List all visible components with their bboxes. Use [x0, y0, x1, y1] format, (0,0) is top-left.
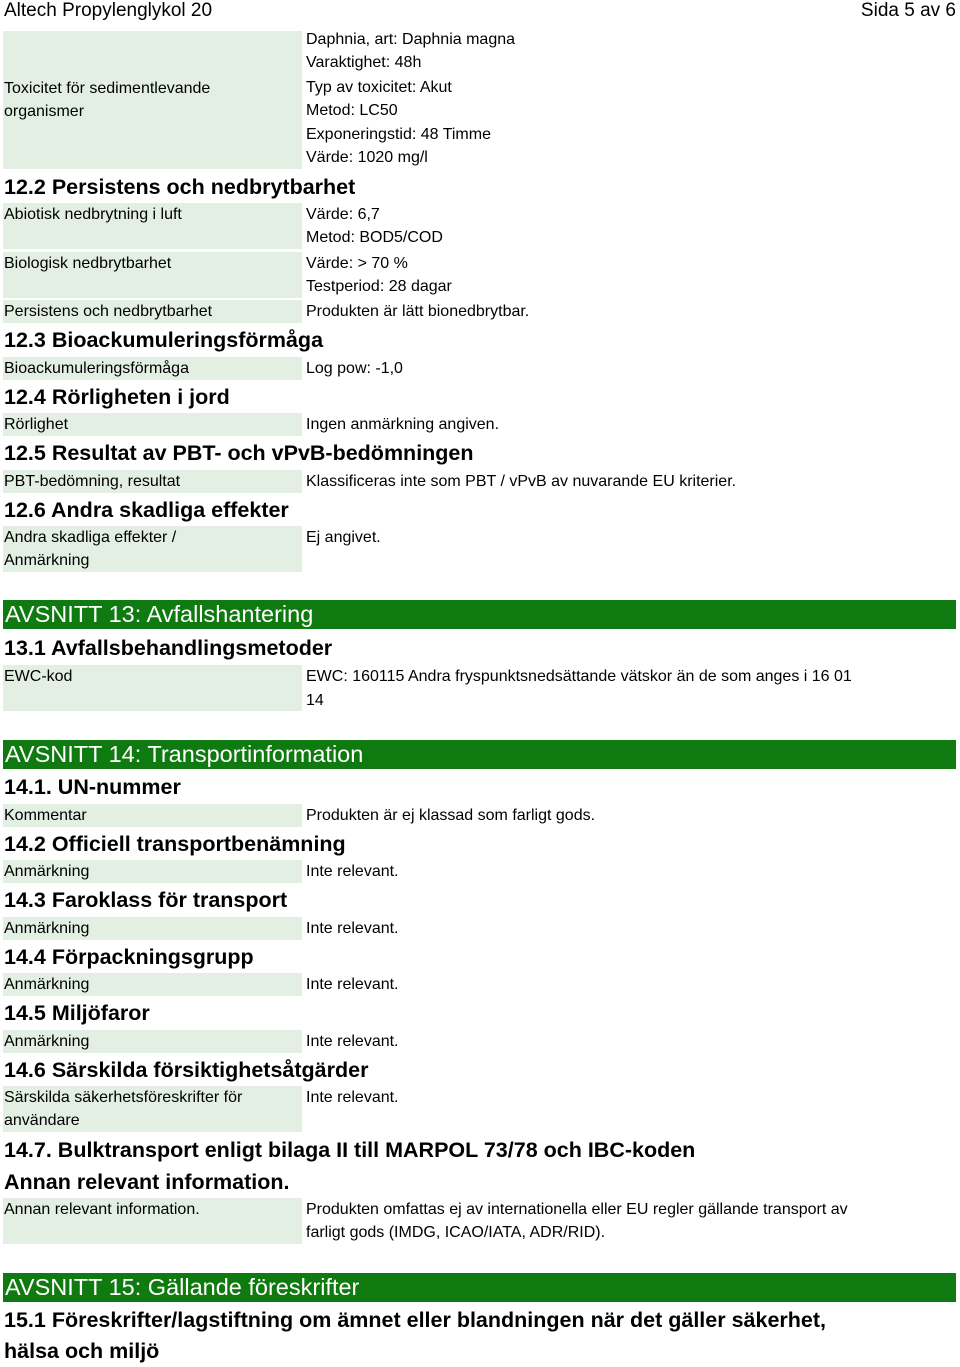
- subsection-heading: 12.4 Rörligheten i jord: [4, 385, 230, 409]
- sediment-toxicity-label: [3, 31, 302, 169]
- subsection-heading: Annan relevant information.: [4, 1170, 290, 1194]
- value-line: Varaktighet: 48h: [306, 54, 422, 71]
- value-line: Exponeringstid: 48 Timme: [306, 126, 491, 143]
- mobility-label: [3, 413, 302, 436]
- subsection-heading: 14.7. Bulktransport enligt bilaga II till MARPOL 73/78 och IBC-koden: [4, 1138, 696, 1162]
- persistence-label: [3, 300, 302, 323]
- value-line: Värde: 1020 mg/l: [306, 149, 428, 166]
- section-15-bar: AVSNITT 15: Gällande föreskrifter: [3, 1273, 956, 1302]
- section-14-bar: AVSNITT 14: Transportinformation: [3, 740, 956, 769]
- other-effects-label: [3, 526, 302, 572]
- subsection-heading: 14.4 Förpackningsgrupp: [4, 945, 254, 969]
- value-line: farligt gods (IMDG, ICAO/IATA, ADR/RID).: [306, 1224, 606, 1241]
- value-line: Inte relevant.: [306, 976, 399, 993]
- subsection-heading: 14.1. UN-nummer: [4, 775, 181, 799]
- label-line: Särskilda säkerhetsföreskrifter för: [4, 1089, 243, 1106]
- value-line: Inte relevant.: [306, 920, 399, 937]
- value-line: Metod: LC50: [306, 102, 398, 119]
- note-label: [3, 917, 302, 940]
- note-label: [3, 860, 302, 883]
- abiotic-label: [3, 203, 302, 249]
- subsection-heading: 12.6 Andra skadliga effekter: [4, 498, 289, 522]
- label-line: Abiotisk nedbrytning i luft: [4, 206, 182, 223]
- label-line: Anmärkning: [4, 863, 90, 880]
- special-precautions-label: [3, 1086, 302, 1132]
- value-line: 14: [306, 692, 324, 709]
- other-info-label: [3, 1198, 302, 1244]
- subsection-heading: 15.1 Föreskrifter/lagstiftning om ämnet eller blandningen när det gäller säkerhet,: [4, 1308, 826, 1332]
- value-line: Inte relevant.: [306, 1033, 399, 1050]
- value-line: Produkten är lätt bionedbrytbar.: [306, 303, 530, 320]
- subsection-heading: 14.6 Särskilda försiktighetsåtgärder: [4, 1058, 369, 1082]
- value-line: EWC: 160115 Andra fryspunktsnedsättande vätskor än de som anges i 16 01: [306, 668, 852, 685]
- ewc-label: [3, 665, 302, 711]
- value-line: Daphnia, art: Daphnia magna: [306, 31, 516, 48]
- subsection-heading: 12.2 Persistens och nedbrytbarhet: [4, 175, 356, 199]
- label-line: Anmärkning: [4, 920, 90, 937]
- label-line: Rörlighet: [4, 416, 69, 433]
- value-line: Ej angivet.: [306, 529, 381, 546]
- bioaccumulation-label: [3, 357, 302, 380]
- label-line: EWC-kod: [4, 668, 73, 685]
- value-line: Produkten omfattas ej av internationella eller EU regler gällande transport av: [306, 1201, 848, 1218]
- value-line: Ingen anmärkning angiven.: [306, 416, 500, 433]
- subsection-heading: 12.3 Bioackumuleringsförmåga: [4, 328, 324, 352]
- value-line: Värde: > 70 %: [306, 255, 408, 272]
- label-line: Anmärkning: [4, 976, 90, 993]
- label-line: Toxicitet för sedimentlevande: [4, 80, 211, 97]
- subsection-heading: 12.5 Resultat av PBT- och vPvB-bedömningen: [4, 441, 474, 465]
- value-line: Typ av toxicitet: Akut: [306, 79, 452, 96]
- label-line: Persistens och nedbrytbarhet: [4, 303, 213, 320]
- value-line: Klassificeras inte som PBT / vPvB av nuvarande EU kriterier.: [306, 473, 737, 490]
- label-line: användare: [4, 1112, 80, 1129]
- value-line: Produkten är ej klassad som farligt gods.: [306, 807, 596, 824]
- label-line: Kommentar: [4, 807, 87, 824]
- label-line: Anmärkning: [4, 1033, 90, 1050]
- subsection-heading: 13.1 Avfallsbehandlingsmetoder: [4, 636, 333, 660]
- un-comment-label: [3, 804, 302, 827]
- value-line: Värde: 6,7: [306, 206, 380, 223]
- label-line: PBT-bedömning, resultat: [4, 473, 181, 490]
- label-line: Bioackumuleringsförmåga: [4, 360, 189, 377]
- subsection-heading: hälsa och miljö: [4, 1339, 160, 1363]
- biodegradability-label: [3, 252, 302, 298]
- note-label: [3, 1030, 302, 1053]
- label-line: Biologisk nedbrytbarhet: [4, 255, 172, 272]
- label-line: Annan relevant information.: [4, 1201, 200, 1218]
- subsection-heading: 14.2 Officiell transportbenämning: [4, 832, 346, 856]
- subsection-heading: 14.3 Faroklass för transport: [4, 888, 288, 912]
- section-13-bar: AVSNITT 13: Avfallshantering: [3, 600, 956, 629]
- label-line: organismer: [4, 103, 85, 120]
- label-line: Anmärkning: [4, 552, 90, 569]
- pbt-label: [3, 470, 302, 493]
- label-line: Andra skadliga effekter /: [4, 529, 177, 546]
- value-line: Inte relevant.: [306, 863, 399, 880]
- value-line: Log pow: -1,0: [306, 360, 403, 377]
- value-line: Inte relevant.: [306, 1089, 399, 1106]
- page-number: Sida 5 av 6: [860, 0, 956, 21]
- note-label: [3, 973, 302, 996]
- subsection-heading: 14.5 Miljöfaror: [4, 1001, 150, 1025]
- value-line: Testperiod: 28 dagar: [306, 278, 452, 295]
- value-line: Metod: BOD5/COD: [306, 229, 443, 246]
- document-title: Altech Propylenglykol 20: [4, 0, 213, 21]
